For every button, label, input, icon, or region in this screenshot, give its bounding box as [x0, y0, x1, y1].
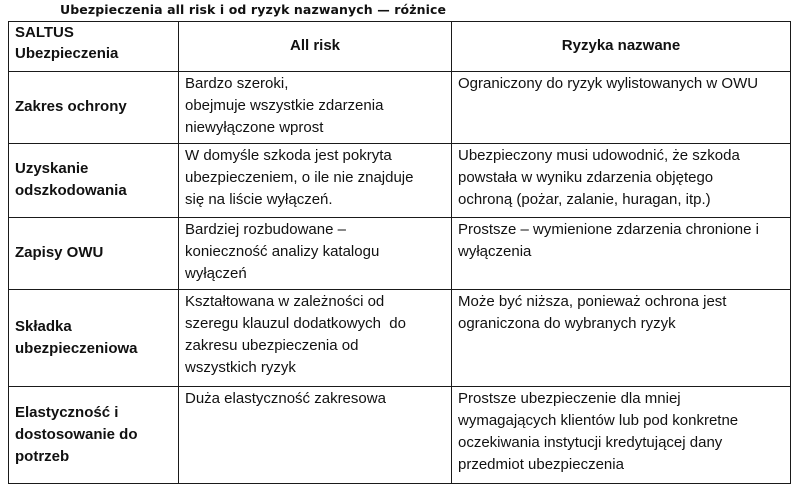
comparison-table — [8, 21, 791, 484]
table-header-row — [9, 22, 791, 72]
all-risk-cell — [179, 72, 452, 144]
row-label — [9, 144, 179, 218]
row-label-line: Składka — [15, 317, 72, 335]
cell-line: obejmuje wszystkie zdarzenia — [185, 97, 384, 114]
cell-line: szeregu klauzul dodatkowych do — [185, 315, 406, 332]
row-label-line: potrzeb — [15, 447, 70, 465]
corner-line: Ubezpieczenia — [15, 45, 119, 62]
row-label-line: Uzyskanie — [15, 160, 89, 177]
corner-header — [9, 22, 179, 72]
corner-line: SALTUS — [15, 24, 74, 41]
row-label-line: dostosowanie do — [15, 425, 138, 443]
cell-line: Duża elastyczność zakresowa — [185, 390, 386, 407]
cell-line: W domyśle szkoda jest pokryta — [185, 147, 392, 164]
named-risk-cell — [452, 72, 791, 144]
cell-line: Bardzo szeroki, — [185, 75, 289, 92]
named-risk-cell — [452, 144, 791, 218]
cell-line: wszystkich ryzyk — [185, 359, 296, 376]
named-risk-cell — [452, 290, 791, 387]
document-title: Ubezpieczenia all risk i od ryzyk nazwanych — różnice — [60, 2, 447, 17]
row-label-line: Zapisy OWU — [15, 244, 104, 261]
cell-line: powstała w wyniku zdarzenia objętego — [458, 169, 714, 186]
column-header-named-risks: Ryzyka nazwane — [452, 22, 791, 72]
all-risk-cell — [179, 387, 452, 484]
row-label — [9, 290, 179, 387]
all-risk-cell — [179, 144, 452, 218]
row-label — [9, 387, 179, 484]
row-label-line: Elastyczność i — [15, 403, 119, 421]
cell-line: wyłączeń — [185, 265, 247, 282]
cell-line: Może być niższa, ponieważ ochrona jest — [458, 293, 727, 310]
table-row — [9, 144, 791, 218]
row-label-line: ubezpieczeniowa — [15, 339, 138, 357]
row-label — [9, 218, 179, 290]
cell-line: Bardziej rozbudowane – — [185, 221, 346, 238]
row-label-line: odszkodowania — [15, 182, 127, 199]
cell-line: wymagających klientów lub pod konkretne — [458, 412, 739, 429]
cell-line: ubezpieczeniem, o ile nie znajduje — [185, 169, 414, 186]
cell-line: ochroną (pożar, zalanie, huragan, itp.) — [458, 191, 711, 208]
table-row — [9, 218, 791, 290]
named-risk-cell — [452, 218, 791, 290]
all-risk-cell — [179, 290, 452, 387]
cell-line: się na liście wyłączeń. — [185, 191, 333, 208]
cell-line: wyłączenia — [458, 243, 532, 260]
cell-line: Prostsze – wymienione zdarzenia chronione i — [458, 221, 759, 238]
cell-line: Prostsze ubezpieczenie dla mniej — [458, 390, 681, 407]
cell-line: oczekiwania instytucji kredytującej dany — [458, 434, 723, 451]
all-risk-cell — [179, 218, 452, 290]
cell-line: Ograniczony do ryzyk wylistowanych w OWU — [458, 75, 759, 92]
cell-line: Ubezpieczony musi udowodnić, że szkoda — [458, 147, 740, 164]
cell-line: Kształtowana w zależności od — [185, 293, 385, 310]
cell-line: ograniczona do wybranych ryzyk — [458, 315, 676, 332]
named-risk-cell — [452, 387, 791, 484]
table-row — [9, 72, 791, 144]
row-label — [9, 72, 179, 144]
table-row — [9, 290, 791, 387]
row-label-line: Zakres ochrony — [15, 98, 127, 115]
cell-line: niewyłączone wprost — [185, 119, 324, 136]
cell-line: konieczność analizy katalogu — [185, 243, 380, 260]
cell-line: przedmiot ubezpieczenia — [458, 456, 624, 473]
column-header-all-risk: All risk — [179, 22, 452, 72]
table-row — [9, 387, 791, 484]
cell-line: zakresu ubezpieczenia od — [185, 337, 359, 354]
